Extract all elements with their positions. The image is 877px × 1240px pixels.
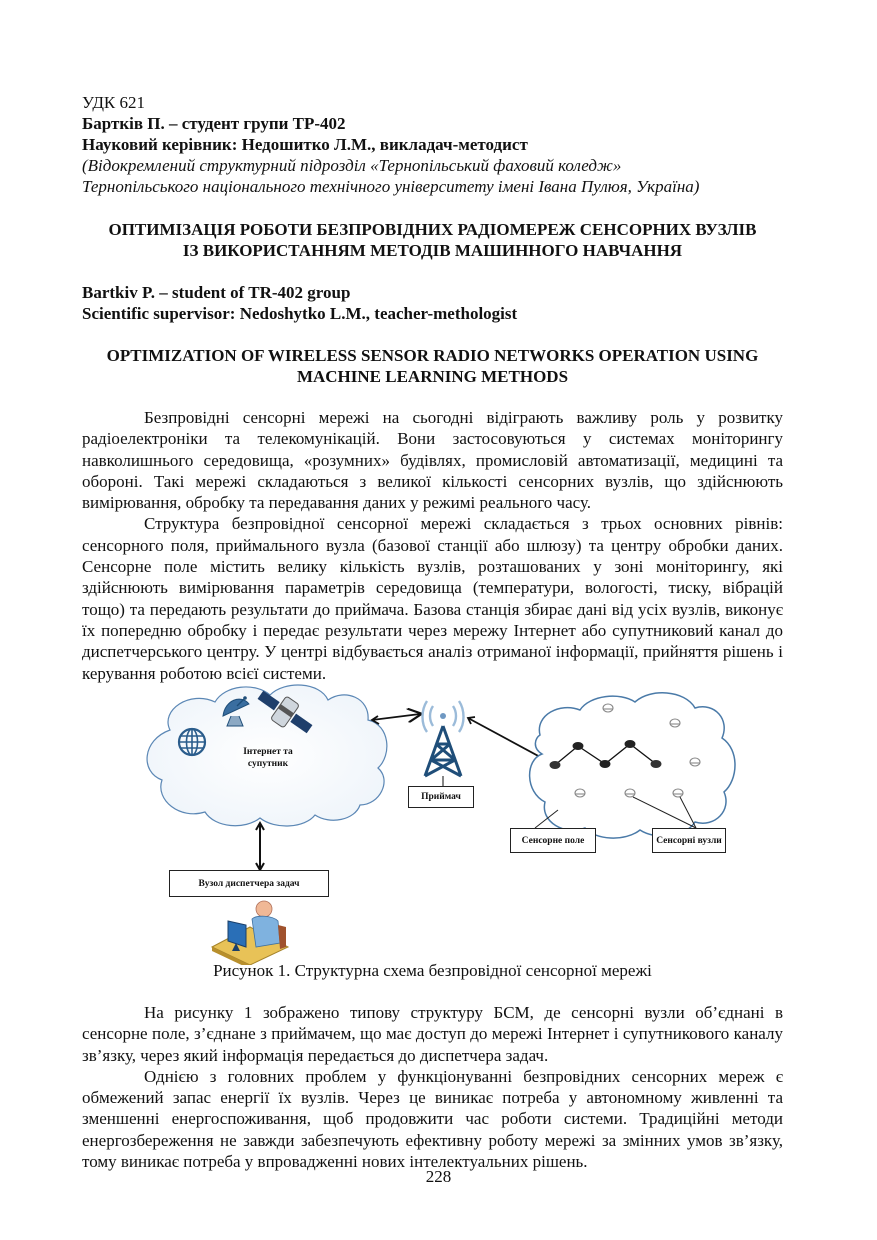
title-en-line-2: MACHINE LEARNING METHODS: [296, 367, 569, 386]
diagram-graphics: [140, 680, 740, 965]
title-ua-line-2: ІЗ ВИКОРИСТАННЯМ МЕТОДІВ МАШИННОГО НАВЧАННЯ: [182, 241, 683, 260]
figure-caption: Рисунок 1. Структурна схема безпровідної сенсорної мережі: [213, 961, 652, 980]
author-ua: Бартків П. – студент групи ТР-402: [82, 114, 346, 133]
supervisor-ua: Науковий керівник: Недошитко Л.М., викладач-методист: [82, 135, 528, 154]
dispatcher-node-box: Вузол диспетчера задач: [169, 870, 329, 897]
cloud-label-line-2: супутник: [247, 759, 289, 769]
affiliation-line-2: Тернопільського національного технічного університету імені Івана Пулюя, Україна): [82, 177, 700, 196]
paragraph-1: Безпровідні сенсорні мережі на сьогодні відіграють важливу роль у розвитку радіоелектроніки та телекомунікацій. Вони застосовуються у системах моніторингу навколишнього середовища, «розумних» будівлях, промисловій автоматизації, медицині та обороні. Такі мережі складаються з великої кількості сенсорних вузлів, що здійснюють вимірювання, обробку та передавання даних у режимі реального часу.: [82, 408, 783, 513]
paragraph-4: Однією з головних проблем у функціонуванні безпровідних сенсорних мереж є обмежений запас енергії їх вузлів. Через це виникає потреба у автономному живленні та зменшенні енергоспоживання, щоб продовжити час роботи системи. Традиційні методи енергозбереження не завжди забезпечують ефективну роботу мережі за змінних умов зв’язку, тому виникає потреба у впровадженні нових інтелектуальних рішень.: [82, 1066, 783, 1172]
operator-workstation-icon: [212, 901, 288, 965]
radio-tower-icon: [423, 701, 464, 776]
cloud-label: [228, 746, 308, 770]
document-page-lower: [82, 960, 783, 1172]
sensor-nodes-box: Сенсорні вузли: [652, 828, 726, 853]
globe-icon: [179, 729, 205, 755]
supervisor-en: Scientific supervisor: Nedoshytko L.M., teacher-methologist: [82, 304, 518, 323]
udk-code: УДК 621: [82, 93, 146, 112]
paragraph-3: На рисунку 1 зображено типову структуру БСМ, де сенсорні вузли об’єднані в сенсорне поле, з’єднане з приймачем, що має доступ до мережі Інтернет і супутникового каналу зв’язку, через який інформація передається до диспетчера задач.: [82, 1003, 783, 1065]
title-en-line-1: OPTIMIZATION OF WIRELESS SENSOR RADIO NETWORKS OPERATION USING: [106, 346, 759, 365]
cloud-label-line-1: Інтернет та: [243, 747, 293, 757]
link-cloud-tower: [372, 714, 420, 720]
document-page: [82, 92, 783, 684]
page-number: 228: [425, 1167, 452, 1186]
figure-1-diagram: [140, 680, 740, 965]
affiliation-line-1: (Відокремлений структурний підрозділ «Тернопільський фаховий коледж»: [82, 156, 622, 175]
sensor-field-box: Сенсорне поле: [510, 828, 596, 853]
paragraph-2: Структура безпровідної сенсорної мережі складається з трьох основних рівнів: сенсорного поля, приймального вузла (базової станції або шлюзу) та центру обробки даних. Сенсорне поле містить велику кількість вузлів, розташованих у зоні моніторингу, які здійснюють вимірювання параметрів середовища (температури, вологості, тиску, вібрацій тощо) та передають результати до приймача. Базова станція збирає дані від усіх вузлів, виконує їх попередню обробку і передає результати через мережу Інтернет або супутниковий канал до диспетчерського центру. У центрі відбувається аналіз отриманої інформації, прийняття рішень і керування роботою всієї системи.: [82, 514, 783, 683]
title-ua-line-1: ОПТИМІЗАЦІЯ РОБОТИ БЕЗПРОВІДНИХ РАДІОМЕРЕЖ СЕНСОРНИХ ВУЗЛІВ: [108, 220, 757, 239]
receiver-box: Приймач: [408, 786, 474, 808]
author-en: Bartkiv P. – student of TR-402 group: [82, 283, 351, 302]
